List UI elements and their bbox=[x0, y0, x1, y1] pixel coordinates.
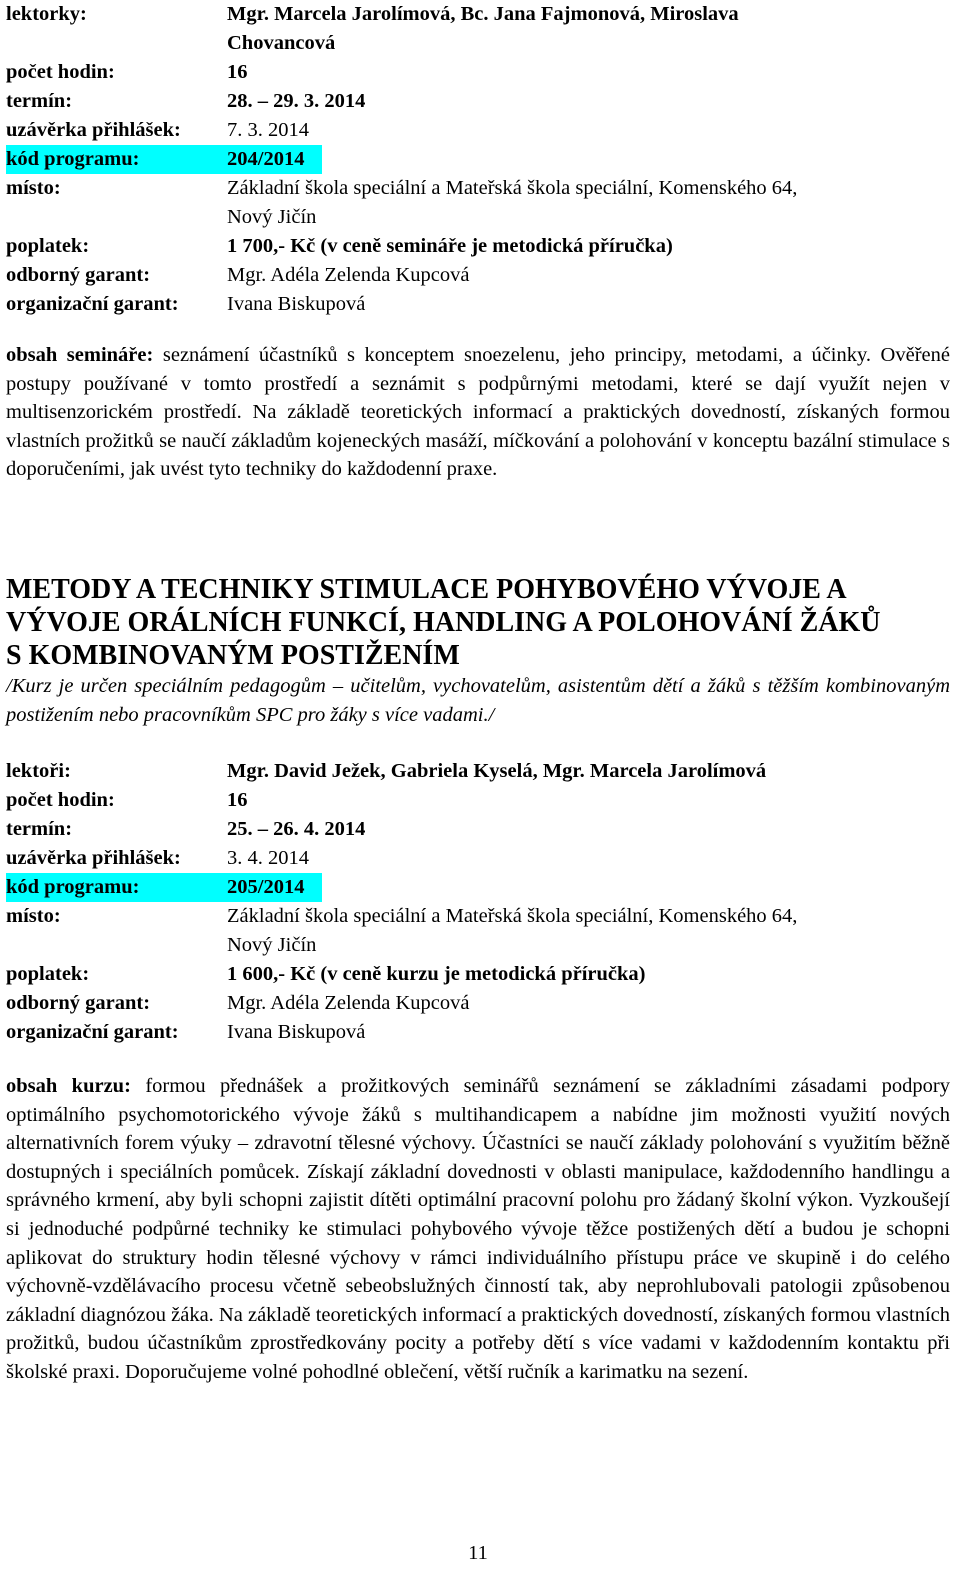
date-label: termín: bbox=[6, 818, 73, 840]
lecturers-value: Mgr. David Ježek, Gabriela Kyselá, Mgr. Marcela Jarolímová bbox=[227, 760, 767, 782]
lecturers-value: Mgr. Marcela Jarolímová, Bc. Jana Fajmonová, Miroslava bbox=[227, 3, 739, 25]
course-details bbox=[6, 757, 950, 1047]
place-row bbox=[6, 174, 950, 203]
date-value: 25. – 26. 4. 2014 bbox=[227, 818, 366, 840]
hours-label: počet hodin: bbox=[6, 61, 115, 83]
fee-label: poplatek: bbox=[6, 235, 90, 257]
place-value: Základní škola speciální a Mateřská škola speciální, Komenského 64, bbox=[227, 905, 798, 927]
fee-value: 1 600,- Kč (v ceně kurzu je metodická příručka) bbox=[227, 963, 646, 985]
date-row bbox=[6, 815, 950, 844]
course-heading bbox=[6, 573, 950, 672]
lecturers-row bbox=[6, 757, 950, 786]
program-code-value: 204/2014 bbox=[227, 148, 305, 170]
date-row bbox=[6, 87, 950, 116]
seminar-content-label: obsah semináře: bbox=[6, 344, 154, 366]
deadline-value: 7. 3. 2014 bbox=[227, 119, 309, 141]
lecturers-row bbox=[6, 0, 950, 29]
deadline-row bbox=[6, 116, 950, 145]
place-label: místo: bbox=[6, 177, 61, 199]
course-heading-line-1: METODY A TECHNIKY STIMULACE POHYBOVÉHO VÝVOJE A bbox=[6, 574, 847, 605]
program-code-label: kód programu: bbox=[6, 148, 140, 170]
hours-row bbox=[6, 786, 950, 815]
org-guarantor-label: organizační garant: bbox=[6, 293, 179, 315]
lecturers-value-cont: Chovancová bbox=[227, 32, 336, 54]
course-content-paragraph bbox=[6, 1072, 950, 1387]
org-guarantor-label: organizační garant: bbox=[6, 1021, 179, 1043]
deadline-row bbox=[6, 844, 950, 873]
hours-label: počet hodin: bbox=[6, 789, 115, 811]
deadline-label: uzávěrka přihlášek: bbox=[6, 119, 181, 141]
deadline-value: 3. 4. 2014 bbox=[227, 847, 309, 869]
place-row-cont bbox=[6, 931, 950, 960]
expert-guarantor-label: odborný garant: bbox=[6, 992, 151, 1014]
course-info-block-1 bbox=[6, 0, 950, 481]
expert-guarantor-label: odborný garant: bbox=[6, 264, 151, 286]
course-heading-line-2: VÝVOJE ORÁLNÍCH FUNKCÍ, HANDLING A POLOHOVÁNÍ ŽÁKŮ bbox=[6, 607, 881, 638]
page-number: 11 bbox=[468, 1542, 488, 1564]
fee-row bbox=[6, 960, 950, 989]
expert-guarantor-value: Mgr. Adéla Zelenda Kupcová bbox=[227, 992, 470, 1014]
program-code-label: kód programu: bbox=[6, 876, 140, 898]
place-value-cont: Nový Jičín bbox=[227, 206, 317, 228]
place-row bbox=[6, 902, 950, 931]
hours-value: 16 bbox=[227, 61, 248, 83]
course-content-text: formou přednášek a prožitkových seminářů seznámení se základními zásadami podpory optimálního psychomotorického vývoje žáků s multihandicapem a nabídne jim možnosti využití nových alternativních forem výuky – zdravotní tělesné výchovy. Účastníci se naučí základy polohování s využitím běžně dostupných i speciálních pomůcek. Získají základní dovednosti v oblasti manipulace, každodenního handlingu a správného krmení, aby byli schopni zajistit dítěti optimální pracovní polohu pro žádaný školní výkon. Vyzkoušejí si jednoduché podpůrné techniky ke stimulaci pohybového vývoje těžce postižených dětí a budou je schopni aplikovat do struktury hodin tělesné výchovy v rámci individuálního přístupu práce ve skupině i do celého výchovně-vzdělávacího procesu včetně sebeobslužných činností tak, aby neprohlubovali patologii způsobenou základní diagnózou žáka. Na základě teoretických informací a praktických dovedností, získaných formou vlastních prožitků, budou účastníkům zprostředkovány pocity a potřeby dětí s více vadami v každodenním kontaktu při školské praxi. Doporučujeme volné pohodlné oblečení, větší ručník a karimatku na sezení. bbox=[6, 1075, 950, 1383]
lecturers-row-cont bbox=[6, 29, 950, 58]
fee-row bbox=[6, 232, 950, 261]
course-content-label: obsah kurzu: bbox=[6, 1075, 131, 1097]
fee-label: poplatek: bbox=[6, 963, 90, 985]
org-guarantor-row bbox=[6, 1018, 950, 1047]
program-code-value: 205/2014 bbox=[227, 876, 305, 898]
place-label: místo: bbox=[6, 905, 61, 927]
hours-row bbox=[6, 58, 950, 87]
lecturers-label: lektorky: bbox=[6, 3, 87, 25]
org-guarantor-row bbox=[6, 290, 950, 319]
course-heading-line-3: S KOMBINOVANÝM POSTIŽENÍM bbox=[6, 640, 460, 671]
course-target-note: /Kurz je určen speciálním pedagogům – učitelům, vychovatelům, asistentům dětí a žáků s těžším kombinovaným postižením nebo pracovníkům SPC pro žáky s více vadami./ bbox=[6, 675, 950, 726]
org-guarantor-value: Ivana Biskupová bbox=[227, 293, 366, 315]
date-label: termín: bbox=[6, 90, 73, 112]
program-code-row bbox=[6, 873, 322, 902]
expert-guarantor-row bbox=[6, 989, 950, 1018]
place-value-cont: Nový Jičín bbox=[227, 934, 317, 956]
hours-value: 16 bbox=[227, 789, 248, 811]
place-value: Základní škola speciální a Mateřská škola speciální, Komenského 64, bbox=[227, 177, 798, 199]
program-code-row bbox=[6, 145, 322, 174]
seminar-content-text: seznámení účastníků s konceptem snoezelenu, jeho principy, metodami, a účinky. Ověřené postupy používané v tomto prostředí a seznámit s podpůrnými metodami, které se dají využít nejen v multisenzorickém prostředí. Na základě teoretických informací a praktických dovedností, získaných formou vlastních prožitků se naučí základům kojeneckých masáží, míčkování a polohování v konceptu bazální stimulace s doporučeními, jak uvést tyto techniky do každodenní praxe. bbox=[6, 344, 950, 481]
fee-value: 1 700,- Kč (v ceně semináře je metodická příručka) bbox=[227, 235, 673, 257]
deadline-label: uzávěrka přihlášek: bbox=[6, 847, 181, 869]
place-row-cont bbox=[6, 203, 950, 232]
org-guarantor-value: Ivana Biskupová bbox=[227, 1021, 366, 1043]
course-info-block-2 bbox=[6, 573, 950, 1383]
date-value: 28. – 29. 3. 2014 bbox=[227, 90, 366, 112]
expert-guarantor-value: Mgr. Adéla Zelenda Kupcová bbox=[227, 264, 470, 286]
expert-guarantor-row bbox=[6, 261, 950, 290]
seminar-content-paragraph bbox=[6, 341, 950, 484]
lecturers-label: lektoři: bbox=[6, 760, 71, 782]
